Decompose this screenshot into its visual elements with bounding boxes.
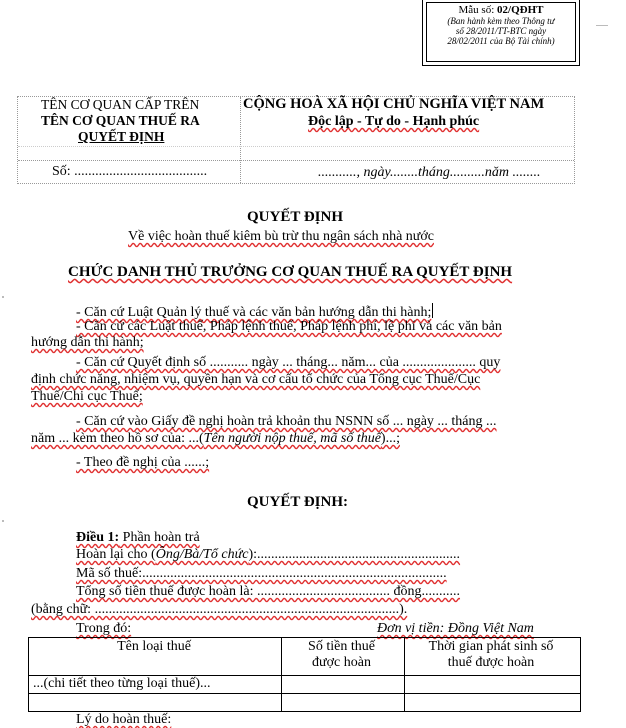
basis-4-cont-italic: Tên người nộp thuế, mã số thuế	[203, 431, 381, 446]
table-row-detail: ...(chi tiết theo từng loại thuế)...	[33, 676, 211, 691]
basis-1-text: - Căn cứ Luật Quản lý thuế và các văn bản hướng dẫn thi hành;	[76, 305, 432, 320]
nation-title: CỘNG HOÀ XÃ HỘI CHỦ NGHĨA VIỆT NAM	[243, 96, 545, 112]
form-number-inner	[426, 2, 576, 62]
document-number: Số: ......................................	[52, 164, 208, 179]
refund-to-tail: ):..........................................................	[248, 547, 461, 562]
form-code-label: Mẫu số:	[458, 4, 495, 16]
currency-unit: Đơn vị tiền: Đồng Việt Nam	[377, 621, 534, 636]
table-header-time-l2: thuế được hoàn	[447, 655, 535, 670]
form-note-line-2: số 28/2011/TT-BTC ngày	[455, 26, 547, 36]
decision-title: QUYẾT ĐỊNH	[247, 209, 343, 225]
basis-5: - Theo đề nghị của ......;	[76, 455, 210, 470]
refund-reason: Lý do hoàn thuế:	[76, 712, 172, 727]
table-header-time	[403, 639, 579, 671]
basis-4: - Căn cứ vào Giấy đề nghị hoàn trả khoản thu NSNN số ... ngày ... tháng ...	[76, 414, 497, 429]
header-row-line	[18, 160, 574, 161]
basis-2-cont: hướng dẫn thi hành;	[31, 335, 144, 350]
motto: Độc lập - Tự do - Hạnh phúc	[308, 114, 480, 129]
agency-line-3: QUYẾT ĐỊNH	[78, 129, 165, 144]
authority-title: CHỨC DANH THỦ TRƯỞNG CƠ QUAN THUẾ RA QUYẾT ĐỊNH	[68, 264, 513, 280]
margin-mark	[2, 520, 4, 522]
table-header-tax-type: Tên loại thuế	[117, 639, 191, 654]
decision-subtitle: Về việc hoàn thuế kiêm bù trừ thu ngân sách nhà nước	[128, 229, 434, 244]
form-note-line-3: 28/02/2011 của Bộ Tài chính)	[447, 36, 555, 46]
table-header-amount	[280, 639, 403, 671]
page-edge-mark	[596, 25, 608, 26]
of-which: Trong đó:	[76, 621, 132, 636]
basis-3-cont-2: Thuế/Chi cục Thuế;	[31, 389, 143, 404]
basis-4-cont	[31, 431, 400, 447]
table-header-amount-l2: được hoàn	[312, 655, 371, 670]
document-date: ..........., ngày........tháng..........năm ........	[318, 165, 541, 180]
header-divider	[240, 97, 241, 183]
basis-2: - Căn cứ các Luật thuế, Pháp lệnh thuế, Pháp lệnh phí, lệ phí và các văn bản	[76, 319, 502, 334]
form-code-value: 02/QĐHT	[497, 4, 544, 16]
form-code	[427, 4, 575, 16]
form-number-box	[422, 0, 580, 66]
form-note-line-1: (Ban hành kèm theo Thông tư	[447, 16, 555, 26]
agency-line-2: TÊN CƠ QUAN THUẾ RA	[41, 113, 200, 128]
basis-4-cont-b: )...;	[380, 431, 400, 446]
refund-to	[76, 547, 460, 563]
agency-upper: TÊN CƠ QUAN CẤP TRÊN	[41, 97, 200, 112]
amount-in-words: (bằng chữ: .......................................................................................).	[31, 602, 408, 617]
article-1	[76, 530, 200, 546]
total-refund: Tổng số tiền thuế được hoàn là: ...................................... đồng...........	[76, 584, 461, 599]
basis-3: - Căn cứ Quyết định số ........... ngày ... tháng... năm... của ..................... quy	[76, 355, 501, 370]
refund-to-italic: Ông/Bà/Tổ chức	[155, 547, 249, 562]
margin-mark	[2, 296, 4, 298]
table-header-time-l1: Thời gian phát sinh số	[428, 639, 554, 654]
tax-code: Mã số thuế:.......................................................................................	[76, 566, 447, 581]
header-row-line-right	[240, 146, 574, 147]
header-row-line-left	[18, 146, 240, 147]
article-1-label: Điều 1:	[76, 530, 120, 545]
refund-to-a: Hoàn lại cho (	[76, 547, 156, 562]
article-1-text: Phần hoàn trả	[119, 530, 200, 545]
table-header-amount-l1: Số tiền thuế	[308, 639, 375, 654]
text-cursor	[432, 303, 433, 318]
basis-4-cont-a: năm ... kèm theo hồ sơ của: ...(	[31, 431, 204, 446]
decide-heading: QUYẾT ĐỊNH:	[247, 494, 348, 510]
table-row-line-2	[29, 693, 580, 694]
basis-3-cont-1: định chức năng, nhiệm vụ, quyền hạn và cơ cấu tổ chức của Tổng cục Thuế/Cục	[31, 372, 481, 387]
